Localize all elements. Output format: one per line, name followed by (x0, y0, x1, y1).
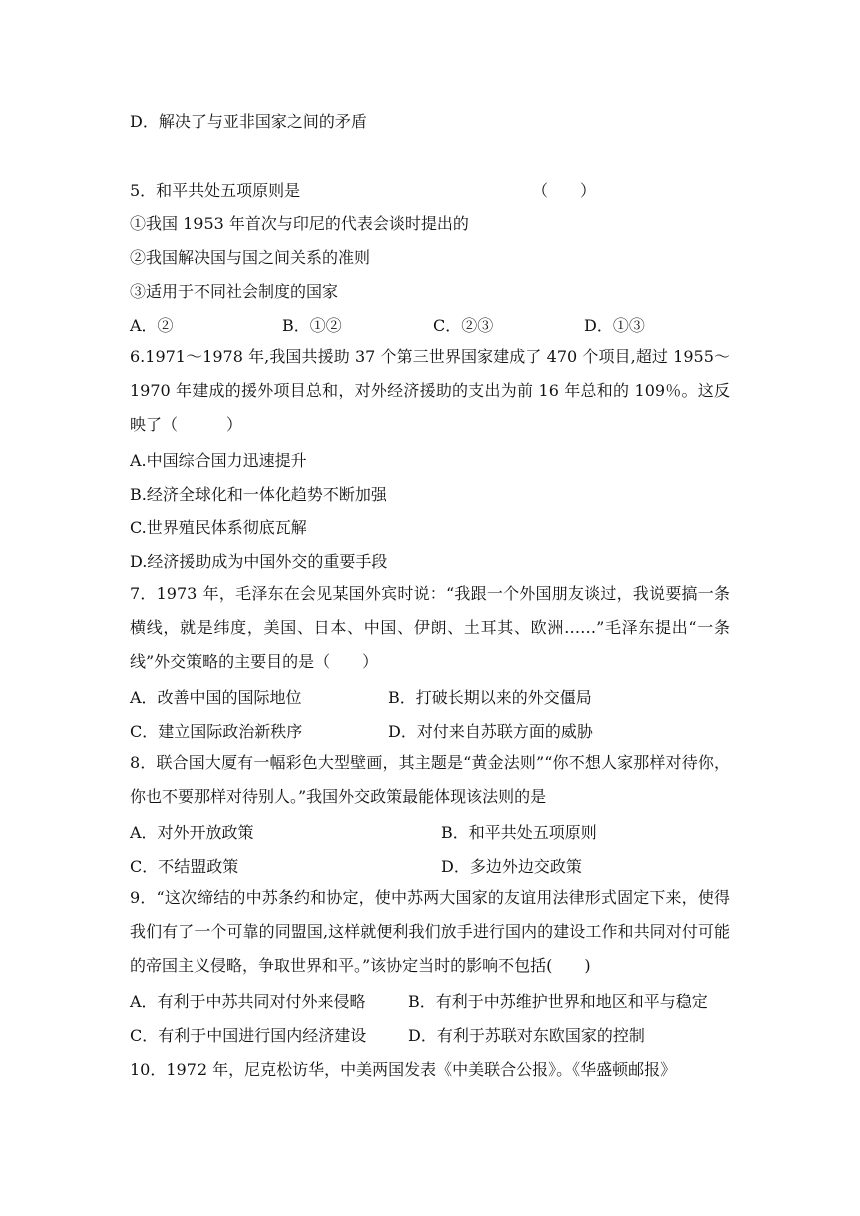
q8-option-a: A．对外开放政策 (130, 823, 254, 842)
q7-option-a: A．改善中国的国际地位 (130, 688, 302, 707)
q7-stem: 7．1973 年，毛泽东在会见某国外宾时说：“我跟一个外国朋友谈过，我说要搞一条横线，就是纬度，美国、日本、中国、伊朗、土耳其、欧洲……”毛泽东提出“一条线”外交策略的主要目的是（ ） (130, 584, 730, 671)
q5-stem: 5．和平共处五项原则是 (130, 181, 301, 200)
q8-option-c: C．不结盟政策 (130, 857, 239, 876)
q6-option-a: A.中国综合国力迅速提升 (130, 451, 307, 470)
q9-option-d: D．有利于苏联对东欧国家的控制 (408, 1026, 645, 1045)
q8-option-b: B．和平共处五项原则 (441, 823, 597, 842)
q7-option-c: C．建立国际政治新秩序 (130, 722, 303, 741)
q6-option-d: D.经济援助成为中国外交的重要手段 (130, 552, 388, 571)
q9-option-c: C．有利于中国进行国内经济建设 (130, 1026, 367, 1045)
q5-statement-3: ③适用于不同社会制度的国家 (130, 282, 339, 301)
q5-answer-bracket: （ ） (532, 181, 597, 200)
q8-option-d: D．多边外边交政策 (441, 857, 582, 876)
q6-option-b: B.经济全球化和一体化趋势不断加强 (130, 485, 387, 504)
q10-stem: 10．1972 年，尼克松访华，中美两国发表《中美联合公报》。《华盛顿邮报》 (130, 1060, 677, 1079)
q4-option-d: D．解决了与亚非国家之间的矛盾 (130, 112, 367, 131)
q6-stem: 6.1971～1978 年,我国共援助 37 个第三世界国家建成了 470 个项目,超过 1955～1970 年建成的援外项目总和，对外经济援助的支出为前 16 年总和的 109％。这反映了（ ） (130, 347, 730, 434)
q5-statement-2: ②我国解决国与国之间关系的准则 (130, 248, 371, 267)
q7-option-b: B．打破长期以来的外交僵局 (388, 688, 592, 707)
q5-option-a: A．② (130, 316, 174, 335)
q5-option-b: B．①② (282, 316, 342, 335)
q7-option-d: D．对付来自苏联方面的威胁 (388, 722, 593, 741)
q5-option-c: C．②③ (433, 316, 494, 335)
q9-option-a: A．有利于中苏共同对付外来侵略 (130, 992, 366, 1011)
q5-statement-1: ①我国 1953 年首次与印尼的代表会谈时提出的 (130, 214, 469, 233)
q6-option-c: C.世界殖民体系彻底瓦解 (130, 518, 307, 537)
q9-option-b: B．有利于中苏维护世界和地区和平与稳定 (408, 992, 708, 1011)
q8-stem: 8．联合国大厦有一幅彩色大型壁画，其主题是“黄金法则”“你不想人家那样对待你，你也不要那样对待别人。”我国外交政策最能体现该法则的是 (130, 753, 730, 806)
q5-option-d: D．①③ (584, 316, 645, 335)
q9-stem: 9．“这次缔结的中苏条约和协定，使中苏两大国家的友谊用法律形式固定下来，使得我们有了一个可靠的同盟国,这样就便利我们放手进行国内的建设工作和共同对付可能的帝国主义侵略，争取世界和平。”该协定当时的影响不包括( ) (130, 888, 730, 975)
